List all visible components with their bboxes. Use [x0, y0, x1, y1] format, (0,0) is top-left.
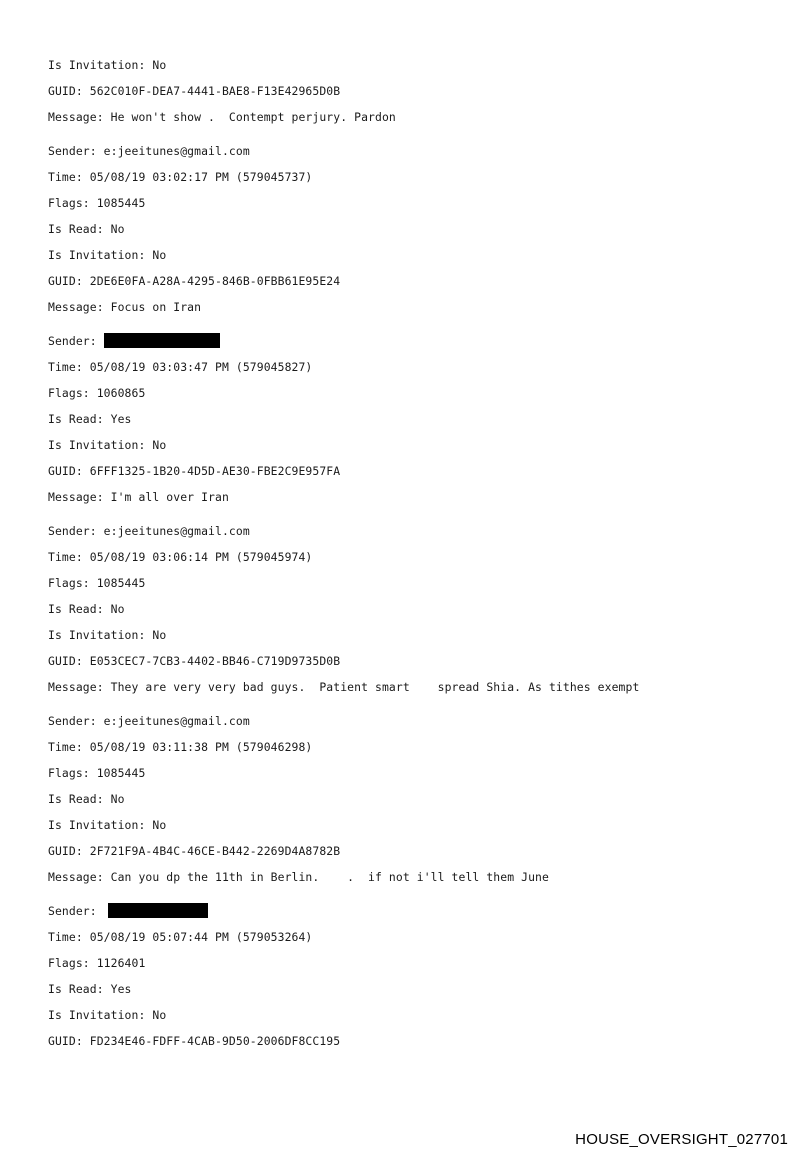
flags-line: Flags: 1085445: [48, 196, 146, 210]
sender-line: Sender: e:jeeitunes@gmail.com: [48, 714, 250, 728]
sender-label: Sender:: [48, 334, 97, 348]
is-invitation-line: Is Invitation: No: [48, 438, 167, 452]
redaction-box: [104, 333, 220, 348]
message-line: Message: He won't show . Contempt perjury. Pardon: [48, 110, 396, 124]
bates-number: HOUSE_OVERSIGHT_027701: [575, 1131, 788, 1148]
guid-line: GUID: 2F721F9A-4B4C-46CE-B442-2269D4A8782B: [48, 844, 341, 858]
message-entry: [48, 708, 780, 890]
flags-line: Flags: 1060865: [48, 386, 146, 400]
sender-line: [48, 328, 780, 354]
is-read-line: Is Read: Yes: [48, 412, 132, 426]
is-invitation-line: Is Invitation: No: [48, 58, 167, 72]
message-entry: [48, 898, 780, 1054]
sender-line: Sender: e:jeeitunes@gmail.com: [48, 144, 250, 158]
redaction-box: [108, 903, 208, 918]
is-invitation-line: Is Invitation: No: [48, 1008, 167, 1022]
time-line: Time: 05/08/19 03:11:38 PM (579046298): [48, 740, 313, 754]
message-line: Message: Can you dp the 11th in Berlin. . if not i'll tell them June: [48, 870, 549, 884]
message-entry: [48, 138, 780, 320]
message-log: [48, 52, 780, 1054]
flags-line: Flags: 1085445: [48, 766, 146, 780]
time-line: Time: 05/08/19 05:07:44 PM (579053264): [48, 930, 313, 944]
is-read-line: Is Read: No: [48, 222, 125, 236]
message-entry: [48, 328, 780, 510]
message-entry: [48, 52, 780, 130]
message-entry: [48, 518, 780, 700]
is-invitation-line: Is Invitation: No: [48, 628, 167, 642]
sender-label: Sender:: [48, 904, 97, 918]
is-invitation-line: Is Invitation: No: [48, 818, 167, 832]
guid-line: GUID: 2DE6E0FA-A28A-4295-846B-0FBB61E95E24: [48, 274, 341, 288]
guid-line: GUID: 562C010F-DEA7-4441-BAE8-F13E42965D0B: [48, 84, 341, 98]
message-line: Message: I'm all over Iran: [48, 490, 229, 504]
message-line: Message: Focus on Iran: [48, 300, 202, 314]
flags-line: Flags: 1126401: [48, 956, 146, 970]
is-invitation-line: Is Invitation: No: [48, 248, 167, 262]
sender-line: Sender: e:jeeitunes@gmail.com: [48, 524, 250, 538]
time-line: Time: 05/08/19 03:06:14 PM (579045974): [48, 550, 313, 564]
sender-line: [48, 898, 780, 924]
guid-line: GUID: E053CEC7-7CB3-4402-BB46-C719D9735D0B: [48, 654, 341, 668]
time-line: Time: 05/08/19 03:03:47 PM (579045827): [48, 360, 313, 374]
is-read-line: Is Read: Yes: [48, 982, 132, 996]
guid-line: GUID: FD234E46-FDFF-4CAB-9D50-2006DF8CC195: [48, 1034, 341, 1048]
is-read-line: Is Read: No: [48, 602, 125, 616]
time-line: Time: 05/08/19 03:02:17 PM (579045737): [48, 170, 313, 184]
flags-line: Flags: 1085445: [48, 576, 146, 590]
is-read-line: Is Read: No: [48, 792, 125, 806]
message-line: Message: They are very very bad guys. Patient smart spread Shia. As tithes exempt: [48, 680, 640, 694]
guid-line: GUID: 6FFF1325-1B20-4D5D-AE30-FBE2C9E957FA: [48, 464, 341, 478]
